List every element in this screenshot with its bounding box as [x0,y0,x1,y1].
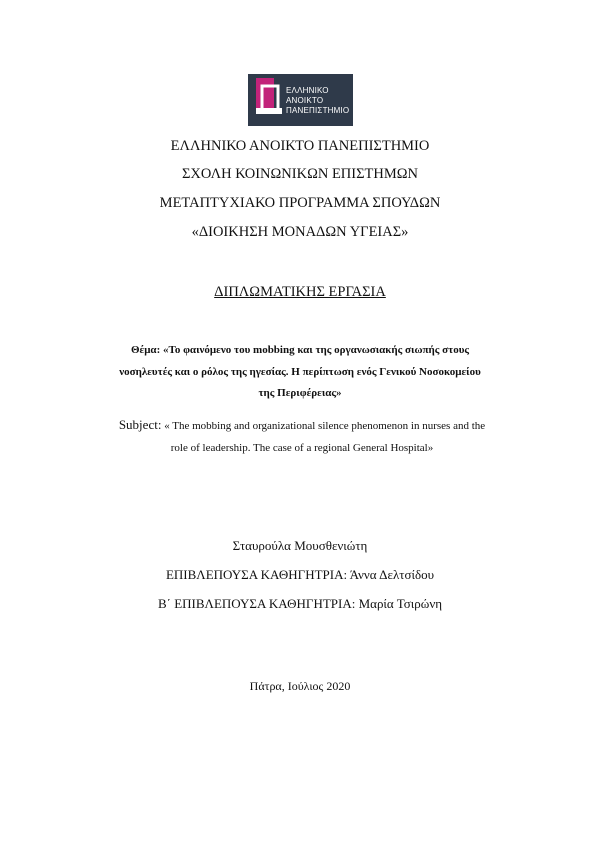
university-name: ΕΛΛΗΝΙΚΟ ΑΝΟΙΚΤΟ ΠΑΝΕΠΙΣΤΗΜΙΟ [170,138,430,154]
subject-line-2: role of leadership. The case of a regional General Hospital» [170,442,434,454]
subject-block [97,414,507,459]
logo-text-line2: ΑΝΟΙΚΤΟ [286,96,324,105]
topic-line-1: Θέμα: «Το φαινόμενο του mobbing και της οργανωσιακής σιωπής στους [130,344,470,356]
logo-text-line1: ΕΛΛΗΝΙΚΟ [286,86,329,95]
supervisor: ΕΠΙΒΛΕΠΟΥΣΑ ΚΑΘΗΓΗΤΡΙΑ: Άννα Δελτσίδου [165,567,435,582]
school-name: ΣΧΟΛΗ ΚΟΙΝΩΝΙΚΩΝ ΕΠΙΣΤΗΜΩΝ [181,166,419,182]
subject-label: Subject: [118,417,162,432]
logo-text-line3: ΠΑΝΕΠΙΣΤΗΜΙΟ [286,106,350,115]
thesis-type-title: ΔΙΠΛΩΜΑΤΙΚΗΣ ΕΡΓΑΣΙΑ [214,284,386,300]
topic-line-3: της Περιφέρειας» [258,387,342,399]
second-supervisor: Β΄ ΕΠΙΒΛΕΠΟΥΣΑ ΚΑΘΗΓΗΤΡΙΑ: Μαρία Τσιρώνη [157,596,443,611]
author-name: Σταυρούλα Μουσθενιώτη [232,538,368,553]
university-logo [248,74,353,126]
subject-line-1: « The mobbing and organizational silence phenomenon in nurses and the [164,420,486,432]
specialization-name: «ΔΙΟΙΚΗΣΗ ΜΟΝΑΔΩΝ ΥΓΕΙΑΣ» [191,224,409,240]
program-name: ΜΕΤΑΠΤΥΧΙΑΚΟ ΠΡΟΓΡΑΜΜΑ ΣΠΟΥΔΩΝ [159,195,441,211]
place-date: Πάτρα, Ιούλιος 2020 [249,679,351,693]
topic-line-2: νοσηλευτές και ο ρόλος της ηγεσίας. Η περίπτωση ενός Γενικού Νοσοκομείου [119,366,481,378]
